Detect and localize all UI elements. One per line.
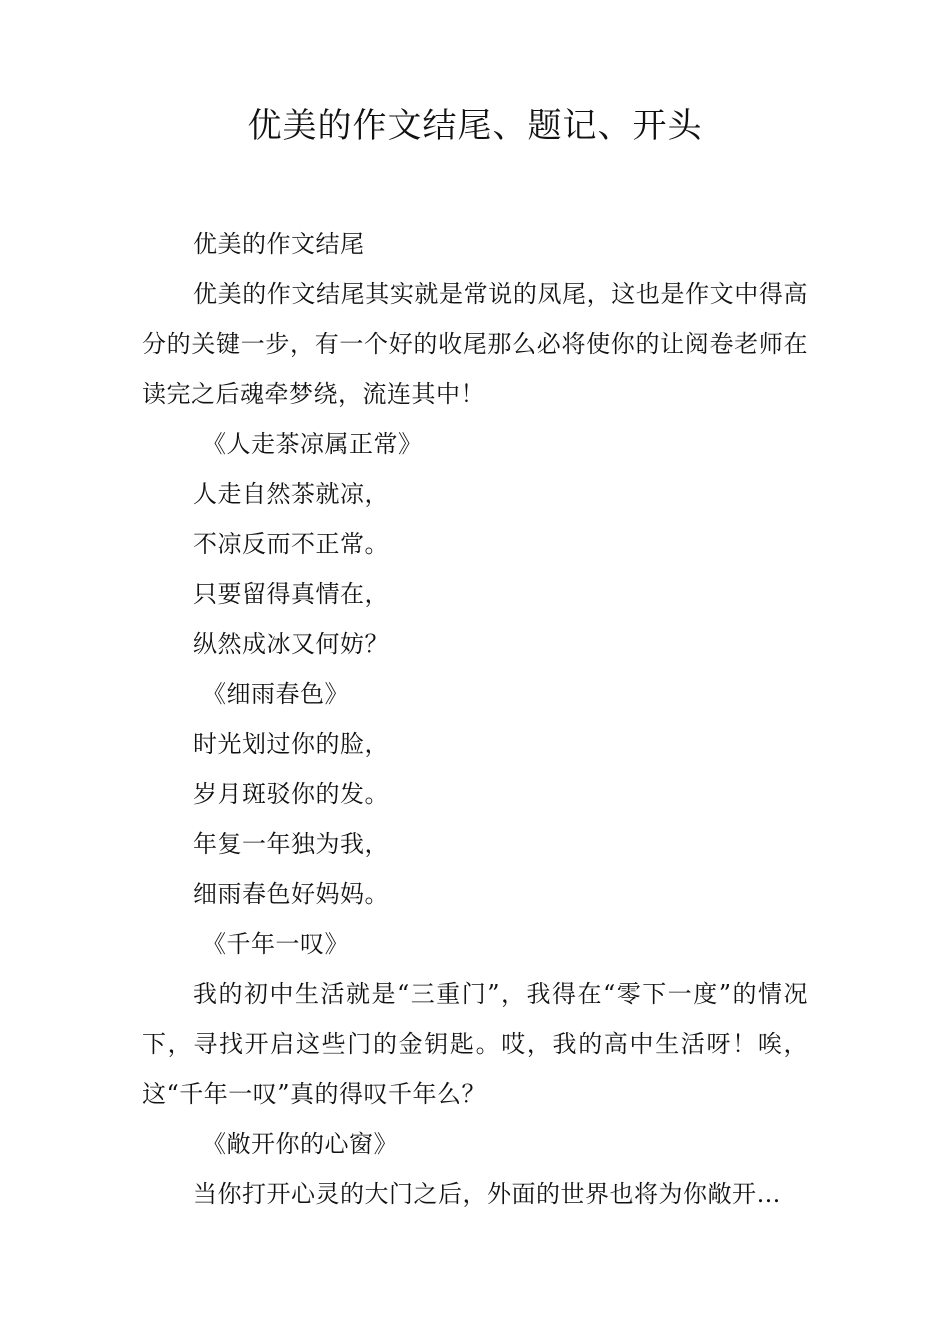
poem-line: 只要留得真情在，	[193, 580, 389, 608]
poem-line: 时光划过你的脸，	[193, 730, 389, 758]
poem-line: 人走自然茶就凉，	[193, 480, 389, 508]
essay-paragraph: 我的初中生活就是“三重门”，我得在“零下一度”的情况下，寻找开启这些门的金钥匙。哎，我的高中生活呀！唉，这“千年一叹”真的得叹千年么？	[142, 980, 808, 1108]
essay-paragraph: 当你打开心灵的大门之后，外面的世界也将为你敞开…	[193, 1180, 781, 1208]
essay-title: 《千年一叹》	[202, 930, 349, 958]
poem-line: 岁月斑驳你的发。	[193, 780, 389, 808]
essay-title: 《敞开你的心窗》	[202, 1130, 398, 1158]
poem-title: 《细雨春色》	[202, 680, 349, 708]
document-body	[142, 219, 808, 1219]
poem-line: 年复一年独为我，	[193, 830, 389, 858]
poem-line: 细雨春色好妈妈。	[193, 880, 389, 908]
poem-title: 《人走茶凉属正常》	[202, 430, 423, 458]
section-heading: 优美的作文结尾	[193, 230, 365, 258]
poem-line: 纵然成冰又何妨？	[193, 630, 389, 658]
document-title: 优美的作文结尾、题记、开头	[247, 106, 703, 146]
intro-paragraph: 优美的作文结尾其实就是常说的凤尾，这也是作文中得高分的关键一步，有一个好的收尾那么必将使你的让阅卷老师在读完之后魂牵梦绕，流连其中！	[142, 280, 808, 408]
poem-line: 不凉反而不正常。	[193, 530, 389, 558]
